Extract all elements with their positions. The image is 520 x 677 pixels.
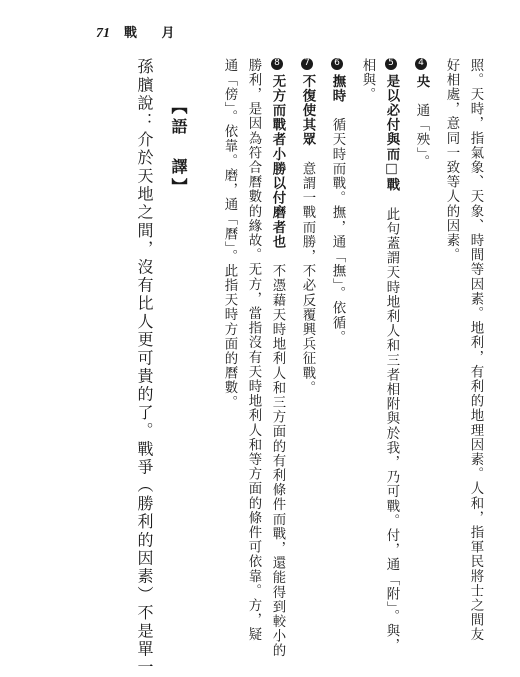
note-term: 不復使其眾 [300, 74, 315, 147]
note-number-badge: 6 [332, 58, 342, 70]
note-term: 央 [414, 74, 429, 89]
note-line [415, 58, 428, 170]
vertical-text-area [42, 58, 483, 677]
note-term: 撫時 [330, 74, 345, 104]
note-term: 无方而戰者小勝以付磨者也 [270, 74, 285, 250]
page-header [96, 22, 185, 42]
note-line: 好相處，意同一致等人的因素。 [444, 58, 459, 263]
note-text: 不憑藉天時地利人和三方面的有利條件而戰，還能得到較小的 [270, 249, 285, 659]
note-line: 相與。 [360, 58, 375, 102]
note-term: 是以必付與而□戰 [384, 74, 399, 193]
note-line [385, 58, 398, 653]
note-number-badge: 5 [386, 58, 396, 70]
note-line [271, 58, 284, 658]
page-number: 71 [96, 26, 110, 41]
note-line: 照。天時，指氣象、天象、時間等因素。地利，有利的地理因素。人和，指軍民將士之間友 [468, 58, 483, 642]
note-line [301, 58, 314, 395]
note-text: 通「殃」。 [414, 88, 429, 170]
note-line [331, 58, 344, 345]
translation-line: 孫臏說：介於天地之間，沒有比人更可貴的了。戰爭（勝利的因素）不是單一 [135, 58, 154, 677]
running-title: 戰 月 [124, 26, 185, 41]
note-text: 循天時而戰。撫，通「撫」。依循。 [330, 103, 345, 345]
note-number-badge: 7 [302, 58, 312, 70]
note-line: 勝利，是因為符合曆數的緣故。无方，當指沒有天時地利人和等方面的條件可依靠。方，疑 [246, 58, 261, 642]
note-number-badge: 4 [416, 58, 426, 70]
section-heading: 【語 譯】 [169, 98, 188, 198]
note-text: 此句蓋謂天時地利人和三者相附與於我，乃可戰。付，通「附」。與， [384, 192, 399, 653]
note-text: 意謂一戰而勝，不必反覆興兵征戰。 [300, 147, 315, 396]
note-number-badge: 8 [272, 58, 282, 70]
note-line: 通「傍」。依靠。磨，通「曆」。此指天時方面的曆數。 [222, 58, 237, 410]
